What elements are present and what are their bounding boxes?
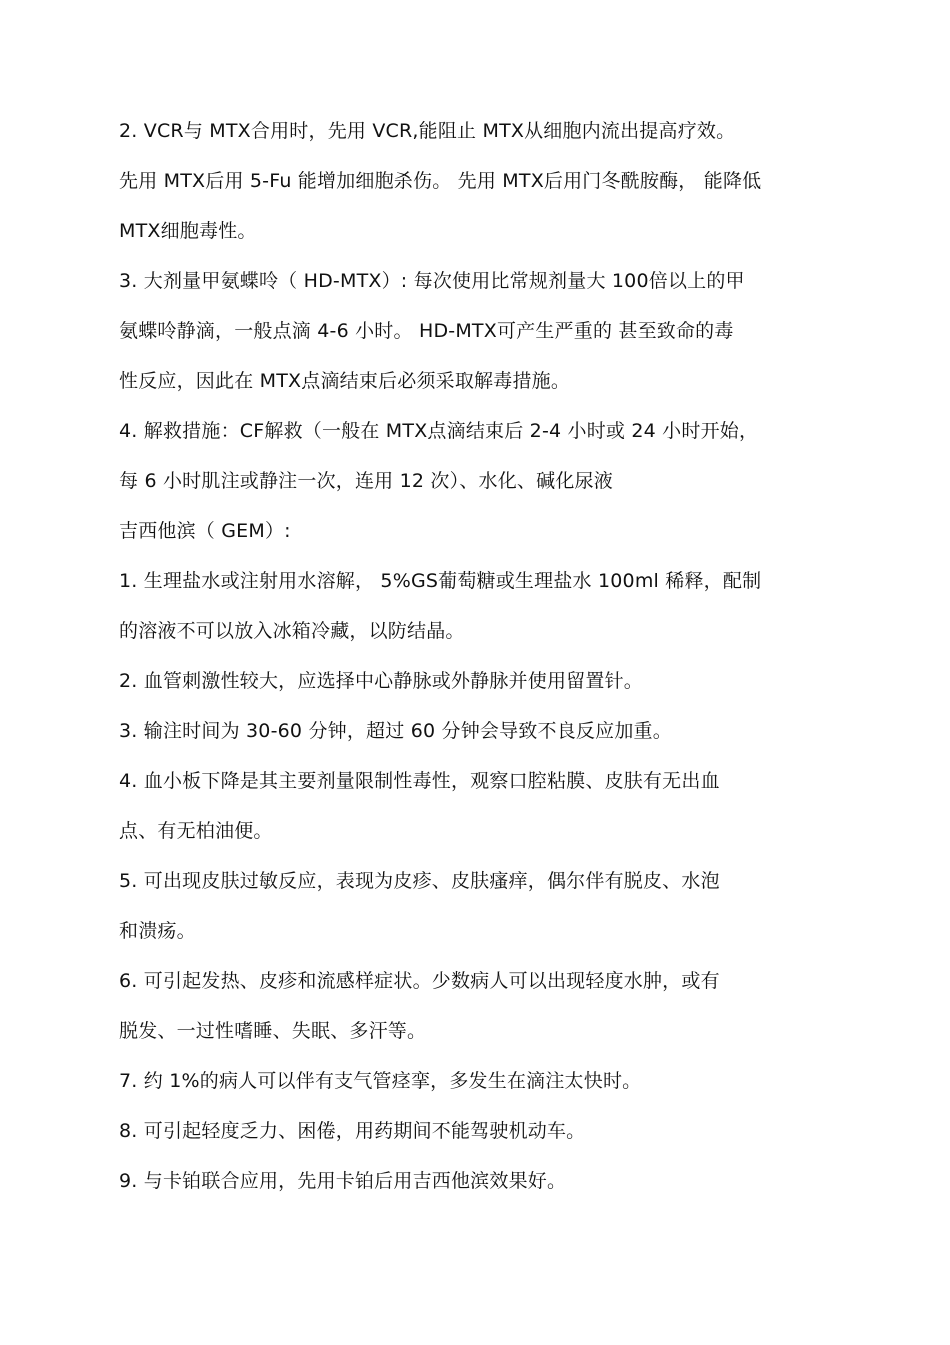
text-line: 3. 大剂量甲氨蝶呤（ HD-MTX）: 每次使用比常规剂量大 100倍以上的甲 (119, 270, 745, 292)
document-body (119, 106, 819, 1206)
text-line: 每 6 小时肌注或静注一次，连用 12 次）、水化、碱化尿液 (119, 470, 613, 492)
text-line: 性反应，因此在 MTX点滴结束后必须采取解毒措施。 (119, 370, 571, 392)
text-line: 5. 可出现皮肤过敏反应，表现为皮疹、皮肤瘙痒，偶尔伴有脱皮、水泡 (119, 870, 720, 892)
text-line: 7. 约 1%的病人可以伴有支气管痉挛，多发生在滴注太快时。 (119, 1070, 642, 1092)
text-line: 氨蝶呤静滴，一般点滴 4-6 小时。 HD-MTX可产生严重的 甚至致命的毒 (119, 320, 734, 342)
text-line: 3. 输注时间为 30-60 分钟，超过 60 分钟会导致不良反应加重。 (119, 720, 672, 742)
text-line: 6. 可引起发热、皮疹和流感样症状。少数病人可以出现轻度水肿，或有 (119, 970, 720, 992)
text-line: 2. VCR与 MTX合用时，先用 VCR,能阻止 MTX从细胞内流出提高疗效。 (119, 120, 736, 142)
text-line: 和溃疡。 (119, 920, 196, 942)
text-line: 4. 解救措施：CF解救（一般在 MTX点滴结束后 2-4 小时或 24 小时开始， (119, 420, 759, 442)
text-line: 1. 生理盐水或注射用水溶解， 5%GS葡萄糖或生理盐水 100ml 稀释，配制 (119, 570, 762, 592)
section-heading: 吉西他滨（ GEM）: (119, 520, 291, 542)
text-line: 点、有无柏油便。 (119, 820, 273, 842)
text-line: MTX细胞毒性。 (119, 220, 257, 242)
text-line: 2. 血管刺激性较大，应选择中心静脉或外静脉并使用留置针。 (119, 670, 643, 692)
text-line: 先用 MTX后用 5-Fu 能增加细胞杀伤。 先用 MTX后用门冬酰胺酶， 能降低 (119, 170, 762, 192)
text-line: 的溶液不可以放入冰箱冷藏，以防结晶。 (119, 620, 465, 642)
text-line: 脱发、一过性嗜睡、失眠、多汗等。 (119, 1020, 427, 1042)
text-line: 4. 血小板下降是其主要剂量限制性毒性，观察口腔粘膜、皮肤有无出血 (119, 770, 720, 792)
text-line: 8. 可引起轻度乏力、困倦，用药期间不能驾驶机动车。 (119, 1120, 586, 1142)
text-line: 9. 与卡铂联合应用，先用卡铂后用吉西他滨效果好。 (119, 1170, 567, 1192)
